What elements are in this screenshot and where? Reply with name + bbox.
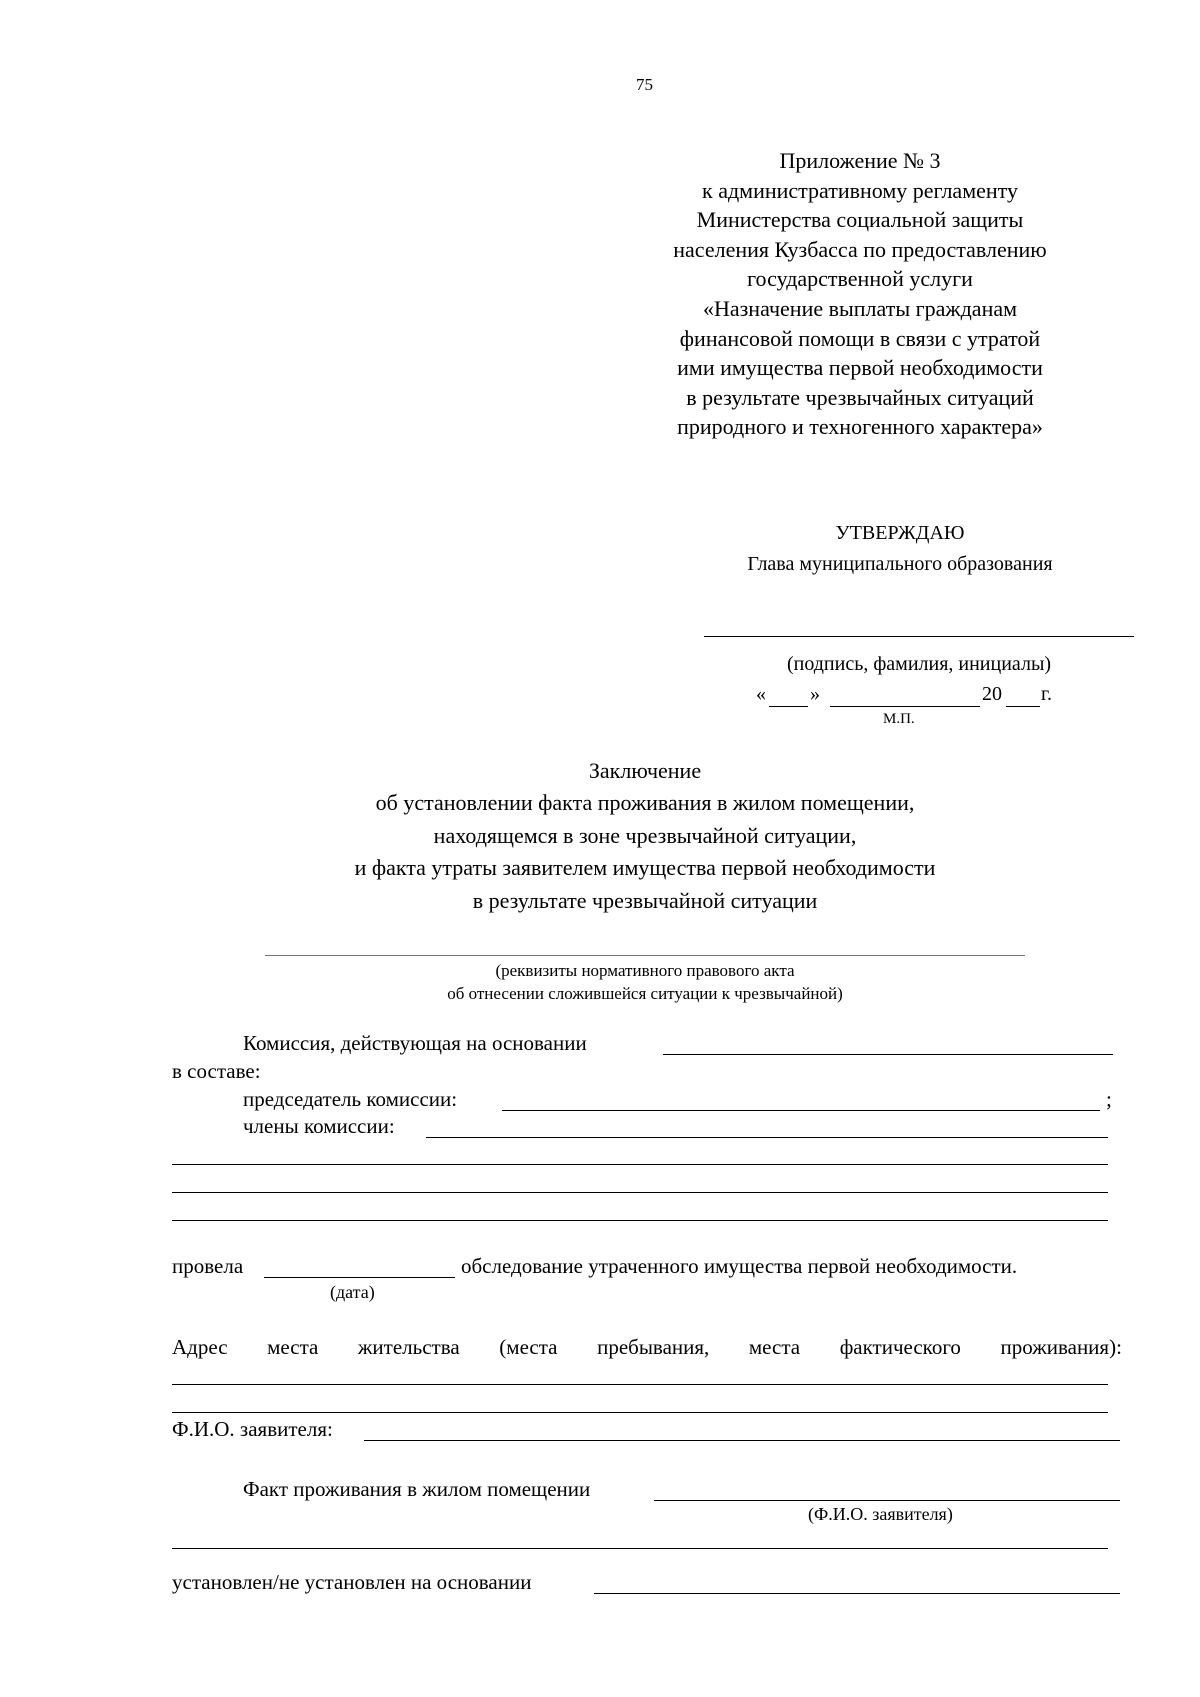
conducted-date-line[interactable] <box>264 1277 455 1278</box>
appendix-line: Министерства социальной защиты <box>696 207 1024 233</box>
conclusion-subtitle-line: и факта утраты заявителем имущества первой необходимости <box>354 855 936 881</box>
address-label <box>172 1334 1122 1360</box>
date-month-line <box>830 706 980 707</box>
commission-label: Комиссия, действующая на основании <box>243 1031 587 1055</box>
act-reference-caption <box>265 959 1025 1005</box>
date-year-suffix: г. <box>1041 683 1052 705</box>
date-caption: (дата) <box>330 1282 375 1302</box>
act-caption-line: (реквизиты нормативного правового акта <box>495 961 795 980</box>
applicant-label: Ф.И.О. заявителя: <box>172 1417 333 1441</box>
established-line[interactable] <box>594 1593 1120 1594</box>
address-word: (места <box>499 1335 558 1359</box>
date-open-quote: « <box>756 683 766 705</box>
date-close-quote: » <box>810 683 820 705</box>
composition-label: в составе: <box>172 1059 261 1083</box>
chairman-end: ; <box>1106 1087 1112 1111</box>
appendix-line: природного и техногенного характера» <box>677 414 1043 440</box>
act-reference-line <box>265 955 1025 956</box>
address-word: места <box>748 1335 801 1359</box>
appendix-block <box>620 146 1100 442</box>
address-word: фактического <box>839 1335 961 1359</box>
stamp-label: М.П. <box>883 711 915 727</box>
chairman-line[interactable] <box>502 1110 1100 1111</box>
members-label: члены комиссии: <box>243 1114 395 1138</box>
chairman-label: председатель комиссии: <box>243 1087 458 1111</box>
address-line[interactable] <box>172 1412 1108 1413</box>
members-extra-line[interactable] <box>172 1220 1108 1221</box>
conducted-text: обследование утраченного имущества первой необходимости. <box>461 1254 1018 1278</box>
address-word: пребывания, <box>597 1335 710 1359</box>
address-line[interactable] <box>172 1384 1108 1385</box>
established-label: установлен/не установлен на основании <box>172 1570 532 1594</box>
conducted-label: провела <box>172 1254 244 1278</box>
appendix-line: ими имущества первой необходимости <box>677 355 1043 381</box>
page-number: 75 <box>636 75 653 94</box>
conclusion-block <box>150 755 1140 917</box>
applicant-caption: (Ф.И.О. заявителя) <box>808 1504 953 1524</box>
address-word: места <box>267 1335 319 1359</box>
residence-fact-label: Факт проживания в жилом помещении <box>243 1477 591 1501</box>
residence-fact-line[interactable] <box>654 1500 1120 1501</box>
act-caption-line: об отнесении сложившейся ситуации к чрезвычайной) <box>447 984 843 1003</box>
address-word: Адрес <box>172 1335 228 1359</box>
members-extra-line[interactable] <box>172 1192 1108 1193</box>
applicant-line[interactable] <box>364 1440 1120 1441</box>
members-extra-line[interactable] <box>172 1164 1108 1165</box>
approval-position: Глава муниципального образования <box>747 553 1053 575</box>
appendix-line: «Назначение выплаты гражданам <box>702 295 1018 321</box>
address-word: проживания): <box>1000 1335 1122 1359</box>
conclusion-subtitle-line: находящемся в зоне чрезвычайной ситуации, <box>433 822 857 848</box>
signature-line <box>704 636 1134 637</box>
signature-caption: (подпись, фамилия, инициалы) <box>786 653 1052 675</box>
appendix-line: финансовой помощи в связи с утратой <box>679 325 1041 351</box>
conclusion-subtitle-line: в результате чрезвычайной ситуации <box>472 887 818 913</box>
conclusion-title: Заключение <box>588 758 702 783</box>
commission-basis-line[interactable] <box>663 1054 1113 1055</box>
conclusion-subtitle-line: об установлении факта проживания в жилом помещении, <box>375 790 915 816</box>
appendix-line: населения Кузбасса по предоставлению <box>673 236 1047 262</box>
date-year-prefix: 20 <box>982 683 1002 705</box>
appendix-line: в результате чрезвычайных ситуаций <box>686 384 1034 410</box>
appendix-line: Приложение № 3 <box>779 148 941 173</box>
appendix-line: к административному регламенту <box>702 177 1018 203</box>
appendix-line: государственной услуги <box>747 266 973 292</box>
residence-extra-line[interactable] <box>172 1548 1108 1549</box>
date-year-line <box>1006 706 1040 707</box>
date-day-line <box>769 706 808 707</box>
members-line[interactable] <box>426 1137 1108 1138</box>
approval-title: УТВЕРЖДАЮ <box>835 522 965 544</box>
address-word: жительства <box>357 1335 460 1359</box>
